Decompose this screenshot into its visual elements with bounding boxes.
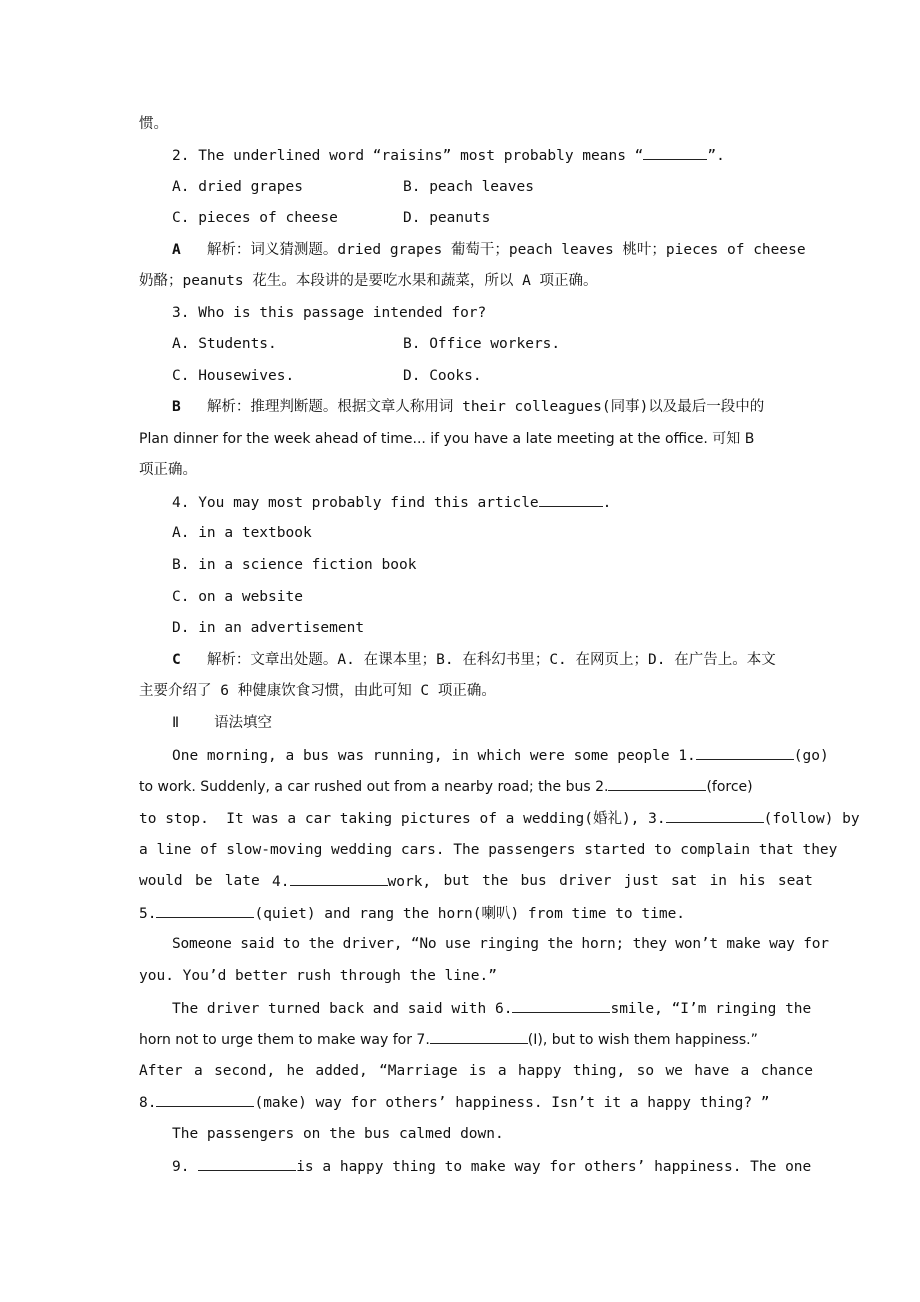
blank-7 bbox=[430, 1029, 528, 1044]
passage-text: is a happy thing to make way for others’ happiness. The one bbox=[296, 1159, 812, 1175]
q4-analysis bbox=[172, 650, 776, 670]
blank-1 bbox=[696, 745, 794, 760]
word: bus bbox=[520, 873, 547, 889]
word: a bbox=[497, 1063, 507, 1079]
word: thing, bbox=[572, 1063, 626, 1079]
word: a bbox=[194, 1063, 203, 1079]
analysis-text: 解析：文章出处题。A. 在课本里；B. 在科幻书里；C. 在网页上；D. 在广告上。本文 bbox=[206, 652, 776, 668]
blank-number: 9. bbox=[172, 1159, 199, 1175]
passage-line bbox=[172, 998, 811, 1019]
passage-hint: (follow) by bbox=[763, 811, 860, 827]
blank-3 bbox=[666, 808, 764, 823]
word: a bbox=[740, 1063, 750, 1079]
passage-hint: (force) bbox=[706, 779, 753, 795]
passage-line: Someone said to the driver, “No use ringing the horn; they won’t make way for bbox=[172, 936, 829, 952]
section-heading bbox=[172, 713, 272, 733]
q3-option-d: D. Cooks. bbox=[403, 368, 482, 384]
word: chance bbox=[760, 1063, 813, 1079]
blank-2 bbox=[608, 776, 706, 791]
analysis-text: 解析：词义猜测题。dried grapes 葡萄干；peach leaves 桃叶；pieces of cheese bbox=[206, 242, 806, 258]
passage-text: smile, “I’m ringing the bbox=[610, 1001, 812, 1017]
word: “Marriage bbox=[379, 1063, 458, 1079]
passage-line: a line of slow-moving wedding cars. The passengers started to complain that they bbox=[139, 842, 838, 858]
blank-9 bbox=[198, 1156, 296, 1171]
passage-line bbox=[139, 808, 860, 829]
passage-text: horn not to urge them to make way for 7. bbox=[139, 1032, 430, 1048]
passage-hint: (go) bbox=[793, 748, 829, 764]
passage-text: One morning, a bus was running, in which were some people 1. bbox=[172, 748, 696, 764]
word: happy bbox=[517, 1063, 562, 1079]
passage-text: (make) way for others’ happiness. Isn’t it a happy thing? ” bbox=[254, 1095, 770, 1111]
passage-text: to work. Suddenly, a car rushed out from a nearby road; the bus 2. bbox=[139, 779, 609, 795]
answer-key: B bbox=[172, 399, 181, 415]
q2-option-b: B. peach leaves bbox=[403, 179, 534, 195]
answer-key: A bbox=[172, 242, 181, 258]
passage-line bbox=[172, 1156, 811, 1177]
word: driver bbox=[559, 873, 612, 889]
question-2 bbox=[172, 145, 725, 166]
passage-text: to stop. It was a car taking pictures of a wedding(婚礼), 3. bbox=[139, 811, 666, 827]
passage-line: you. You’d better rush through the line.” bbox=[139, 968, 497, 984]
blank-6 bbox=[512, 998, 610, 1013]
word: just bbox=[623, 873, 659, 889]
passage-line bbox=[139, 903, 685, 924]
blank-number: 4. bbox=[272, 874, 290, 890]
question-4 bbox=[172, 492, 611, 513]
word: we bbox=[665, 1063, 683, 1079]
word: be bbox=[194, 873, 213, 889]
word: would bbox=[139, 873, 183, 889]
q2-option-d: D. peanuts bbox=[403, 210, 491, 226]
word: in bbox=[709, 873, 728, 889]
word: After bbox=[139, 1063, 183, 1079]
q3-analysis bbox=[172, 397, 764, 417]
passage-text: (I), but to wish them happiness.” bbox=[527, 1032, 758, 1048]
answer-blank bbox=[539, 492, 603, 507]
q4-option-d: D. in an advertisement bbox=[172, 620, 365, 636]
word: his bbox=[739, 873, 766, 889]
blank-number: 8. bbox=[139, 1095, 157, 1111]
word: seat bbox=[777, 873, 813, 889]
passage-line-justified bbox=[139, 871, 813, 892]
q3-analysis-cont-2: 项正确。 bbox=[139, 462, 197, 478]
question-4-end: . bbox=[602, 495, 612, 511]
q4-option-b: B. in a science fiction book bbox=[172, 557, 417, 573]
blank-8 bbox=[156, 1092, 254, 1107]
word: added, bbox=[315, 1063, 368, 1079]
q3-analysis-cont: Plan dinner for the week ahead of time... if you have a late meeting at the office. 可知 B bbox=[139, 431, 755, 447]
q2-analysis-cont: 奶酪；peanuts 花生。本段讲的是要吃水果和蔬菜，所以 A 项正确。 bbox=[139, 273, 598, 289]
blank-4-group bbox=[272, 871, 431, 892]
word: work, bbox=[387, 874, 432, 890]
answer-key: C bbox=[172, 652, 181, 668]
passage-line bbox=[139, 1092, 770, 1113]
word: but bbox=[443, 873, 470, 889]
q4-option-a: A. in a textbook bbox=[172, 525, 312, 541]
passage-line bbox=[172, 745, 829, 766]
word: second, bbox=[214, 1063, 276, 1079]
word: so bbox=[636, 1063, 655, 1079]
question-4-text: 4. You may most probably find this article bbox=[172, 495, 539, 511]
section-numeral: Ⅱ bbox=[172, 715, 180, 731]
word: late bbox=[224, 873, 260, 889]
question-2-text: 2. The underlined word “raisins” most probably means “ bbox=[172, 148, 644, 164]
passage-line bbox=[139, 776, 753, 797]
q4-option-c: C. on a website bbox=[172, 589, 303, 605]
blank-number: 5. bbox=[139, 906, 157, 922]
passage-line bbox=[139, 1029, 758, 1050]
passage-line-justified bbox=[139, 1061, 813, 1081]
answer-blank bbox=[643, 145, 707, 160]
analysis-text: 解析：推理判断题。根据文章人称用词 their colleagues(同事)以及最后一段中的 bbox=[206, 399, 765, 415]
blank-5 bbox=[156, 903, 254, 918]
q2-option-c: C. pieces of cheese bbox=[172, 210, 338, 226]
passage-text: (quiet) and rang the horn(喇叭) from time to time. bbox=[254, 906, 686, 922]
question-3: 3. Who is this passage intended for? bbox=[172, 305, 487, 321]
blank-4 bbox=[290, 871, 388, 886]
word: have bbox=[694, 1063, 730, 1079]
question-2-end: ”. bbox=[707, 148, 725, 164]
q2-option-a: A. dried grapes bbox=[172, 179, 303, 195]
q2-analysis bbox=[172, 240, 806, 260]
passage-line: The passengers on the bus calmed down. bbox=[172, 1126, 504, 1142]
section-title: 语法填空 bbox=[214, 715, 273, 731]
word: sat bbox=[671, 873, 698, 889]
word: he bbox=[286, 1063, 304, 1079]
word: the bbox=[482, 873, 509, 889]
q3-option-a: A. Students. bbox=[172, 336, 277, 352]
word: is bbox=[469, 1063, 487, 1079]
q3-option-b: B. Office workers. bbox=[403, 336, 561, 352]
q4-analysis-cont: 主要介绍了 6 种健康饮食习惯，由此可知 C 项正确。 bbox=[139, 683, 496, 699]
continued-fragment: 惯。 bbox=[139, 116, 168, 132]
passage-text: The driver turned back and said with 6. bbox=[172, 1001, 513, 1017]
q3-option-c: C. Housewives. bbox=[172, 368, 295, 384]
